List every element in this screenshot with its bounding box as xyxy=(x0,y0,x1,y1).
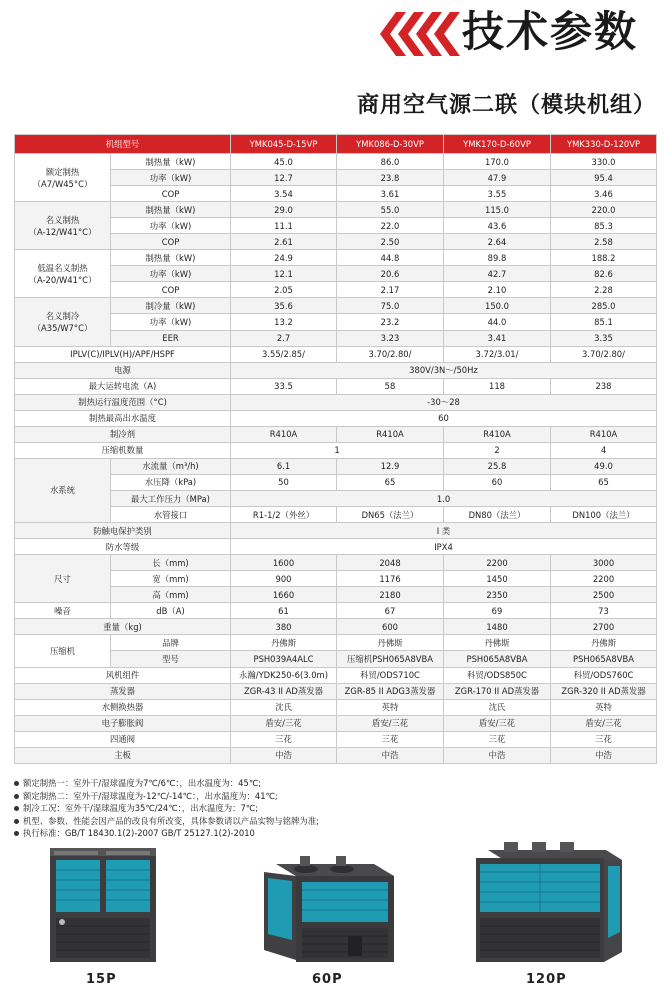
row-label: 主板 xyxy=(15,747,231,763)
table-cell: 67 xyxy=(337,603,444,619)
table-row xyxy=(15,154,657,170)
unit-label: 120P xyxy=(526,972,567,987)
heat-pump-15p-image xyxy=(48,848,158,964)
spec-table xyxy=(14,134,657,764)
table-cell: 33.5 xyxy=(231,378,337,394)
table-row xyxy=(15,587,657,603)
row-label: 蒸发器 xyxy=(15,683,231,699)
table-cell: 丹佛斯 xyxy=(231,635,337,651)
table-cell: 73 xyxy=(551,603,657,619)
table-row xyxy=(15,699,657,715)
table-cell: 三花 xyxy=(444,731,551,747)
table-cell: 65 xyxy=(337,474,444,490)
table-cell: 6.1 xyxy=(231,458,337,474)
row-label: 宽（mm) xyxy=(111,571,231,587)
row-label: 防触电保护类别 xyxy=(15,523,231,539)
table-cell: 89.8 xyxy=(444,250,551,266)
table-cell: 95.4 xyxy=(551,170,657,186)
table-cell: 3.55 xyxy=(444,186,551,202)
table-cell: 2.17 xyxy=(337,282,444,298)
table-cell: 238 xyxy=(551,378,657,394)
row-label: dB（A) xyxy=(111,603,231,619)
table-cell: 85.1 xyxy=(551,314,657,330)
group-label: 名义制冷 （A35/W7°C） xyxy=(15,298,111,346)
row-label: 最大运转电流（A) xyxy=(15,378,231,394)
table-cell: 43.6 xyxy=(444,218,551,234)
table-row xyxy=(15,603,657,619)
unit-label: 15P xyxy=(86,972,117,987)
table-cell: R410A xyxy=(337,426,444,442)
note-item: 执行标准：GB/T 18430.1(2)-2007 GB/T 25127.1(2)-2010 xyxy=(14,827,656,840)
table-row xyxy=(15,330,657,346)
row-label: 电源 xyxy=(15,362,231,378)
row-label: 水侧换热器 xyxy=(15,699,231,715)
table-row xyxy=(15,186,657,202)
table-cell: 82.6 xyxy=(551,266,657,282)
table-cell: 3.70/2.80/ xyxy=(551,346,657,362)
table-row xyxy=(15,651,657,667)
table-row xyxy=(15,170,657,186)
table-cell: 3.61 xyxy=(337,186,444,202)
table-cell: 盾安/三花 xyxy=(231,715,337,731)
row-label: 压缩机数量 xyxy=(15,442,231,458)
row-label: 制冷剂 xyxy=(15,426,231,442)
table-cell: R410A xyxy=(444,426,551,442)
table-cell: 23.8 xyxy=(337,170,444,186)
table-cell: 三花 xyxy=(551,731,657,747)
table-cell: 盾安/三花 xyxy=(337,715,444,731)
table-cell: 中浩 xyxy=(231,747,337,763)
table-cell: 1660 xyxy=(231,587,337,603)
group-label: 水系统 xyxy=(15,458,111,522)
table-cell: 1 xyxy=(231,442,444,458)
table-cell: 科贸/ODS850C xyxy=(444,667,551,683)
row-label: 水流量（m³/h) xyxy=(111,458,231,474)
bullet-icon xyxy=(14,781,19,786)
table-cell: 3.55/2.85/ xyxy=(231,346,337,362)
row-label: 防水等级 xyxy=(15,539,231,555)
table-cell: 85.3 xyxy=(551,218,657,234)
table-cell: 220.0 xyxy=(551,202,657,218)
heat-pump-60p-image xyxy=(262,854,398,966)
table-row xyxy=(15,635,657,651)
note-item: 额定制热一：室外干/湿球温度为7℃/6℃：，出水温度为：45℃; xyxy=(14,777,656,790)
table-cell: 380V/3N～/50Hz xyxy=(231,362,657,378)
table-cell: 3.54 xyxy=(231,186,337,202)
table-row xyxy=(15,458,657,474)
row-label: 功率（kW) xyxy=(111,218,231,234)
bullet-icon xyxy=(14,831,19,836)
table-row xyxy=(15,571,657,587)
table-cell: DN80（法兰） xyxy=(444,507,551,523)
row-label: 电子膨胀阀 xyxy=(15,715,231,731)
table-cell: 永瀚/YDK250-6(3.0m) xyxy=(231,667,337,683)
page-title: 技术参数 xyxy=(462,7,639,56)
table-cell: R410A xyxy=(231,426,337,442)
table-cell: 58 xyxy=(337,378,444,394)
table-cell: 115.0 xyxy=(444,202,551,218)
row-label: 品牌 xyxy=(111,635,231,651)
product-gallery xyxy=(0,840,670,994)
table-cell: 3.35 xyxy=(551,330,657,346)
table-cell: ZGR-320 II AD蒸发器 xyxy=(551,683,657,699)
table-cell: 3.70/2.80/ xyxy=(337,346,444,362)
table-row xyxy=(15,282,657,298)
table-cell: 47.9 xyxy=(444,170,551,186)
table-cell: 55.0 xyxy=(337,202,444,218)
table-cell: 1480 xyxy=(444,619,551,635)
table-row xyxy=(15,490,657,506)
table-cell: 2700 xyxy=(551,619,657,635)
table-cell: 1.0 xyxy=(231,490,657,506)
row-label: 高（mm) xyxy=(111,587,231,603)
table-cell: 3.72/3.01/ xyxy=(444,346,551,362)
row-label: 功率（kW) xyxy=(111,266,231,282)
row-label: 型号 xyxy=(111,651,231,667)
row-label: 四通阀 xyxy=(15,731,231,747)
note-item: 制冷工况：室外干/湿球温度为35℃/24℃：，出水温度为：7℃; xyxy=(14,802,656,815)
row-label: 制热运行温度范围（°C) xyxy=(15,394,231,410)
table-cell: 3000 xyxy=(551,555,657,571)
row-label: COP xyxy=(111,282,231,298)
table-cell: R1-1/2（外丝） xyxy=(231,507,337,523)
table-cell: 3.41 xyxy=(444,330,551,346)
row-label: 风机组件 xyxy=(15,667,231,683)
table-cell: 3.46 xyxy=(551,186,657,202)
table-cell: 2.64 xyxy=(444,234,551,250)
table-cell: 2.10 xyxy=(444,282,551,298)
table-cell: 丹佛斯 xyxy=(551,635,657,651)
table-cell: PSH065A8VBA xyxy=(551,651,657,667)
table-cell: 2 xyxy=(444,442,551,458)
row-label: 制冷量（kW) xyxy=(111,298,231,314)
table-cell: 188.2 xyxy=(551,250,657,266)
row-label: 制热最高出水温度 xyxy=(15,410,231,426)
table-row xyxy=(15,378,657,394)
table-cell: 118 xyxy=(444,378,551,394)
bullet-icon xyxy=(14,806,19,811)
table-row xyxy=(15,442,657,458)
table-cell: 2.58 xyxy=(551,234,657,250)
table-cell: 65 xyxy=(551,474,657,490)
table-row xyxy=(15,314,657,330)
note-item: 额定制热二：室外干/湿球温度为-12℃/-14℃：，出水温度为：41℃; xyxy=(14,790,656,803)
table-cell: 盾安/三花 xyxy=(444,715,551,731)
table-cell: 科贸/ODS760C xyxy=(551,667,657,683)
table-cell: 45.0 xyxy=(231,154,337,170)
row-label: 水压降（kPa) xyxy=(111,474,231,490)
table-cell: 2350 xyxy=(444,587,551,603)
table-cell: 1450 xyxy=(444,571,551,587)
table-cell: I 类 xyxy=(231,523,657,539)
table-row xyxy=(15,394,657,410)
table-cell: 29.0 xyxy=(231,202,337,218)
table-cell: 380 xyxy=(231,619,337,635)
table-row xyxy=(15,667,657,683)
bullet-icon xyxy=(14,794,19,799)
row-label: 噪音 xyxy=(15,603,111,619)
table-cell: 12.7 xyxy=(231,170,337,186)
table-cell: ZGR-85 II ADG3蒸发器 xyxy=(337,683,444,699)
table-row xyxy=(15,218,657,234)
table-cell: 285.0 xyxy=(551,298,657,314)
table-cell: 中浩 xyxy=(551,747,657,763)
table-cell: 49.0 xyxy=(551,458,657,474)
table-cell: 42.7 xyxy=(444,266,551,282)
table-cell: 13.2 xyxy=(231,314,337,330)
table-row xyxy=(15,410,657,426)
table-row xyxy=(15,298,657,314)
column-header: 机组型号 xyxy=(15,135,231,154)
row-label: 水管接口 xyxy=(111,507,231,523)
table-cell: 2.28 xyxy=(551,282,657,298)
table-row xyxy=(15,474,657,490)
column-header: YMK170-D-60VP xyxy=(444,135,551,154)
table-cell: 69 xyxy=(444,603,551,619)
group-label: 名义制热 （A-12/W41°C） xyxy=(15,202,111,250)
row-label: 制热量（kW) xyxy=(111,250,231,266)
group-label: 尺寸 xyxy=(15,555,111,603)
table-cell: 25.8 xyxy=(444,458,551,474)
table-row xyxy=(15,731,657,747)
chevron-logo-icon xyxy=(380,12,460,56)
table-row xyxy=(15,523,657,539)
table-cell: 丹佛斯 xyxy=(444,635,551,651)
notes-list xyxy=(14,777,656,840)
table-cell: 900 xyxy=(231,571,337,587)
table-cell: PSH065A8VBA xyxy=(444,651,551,667)
table-cell: 23.2 xyxy=(337,314,444,330)
table-cell: 50 xyxy=(231,474,337,490)
table-cell: 2.50 xyxy=(337,234,444,250)
table-cell: 86.0 xyxy=(337,154,444,170)
table-cell: 2.7 xyxy=(231,330,337,346)
table-cell: 12.1 xyxy=(231,266,337,282)
table-row xyxy=(15,507,657,523)
table-cell: PSH039A4ALC xyxy=(231,651,337,667)
table-cell: 4 xyxy=(551,442,657,458)
table-cell: 600 xyxy=(337,619,444,635)
table-row xyxy=(15,362,657,378)
column-header: YMK330-D-120VP xyxy=(551,135,657,154)
table-cell: 330.0 xyxy=(551,154,657,170)
table-row xyxy=(15,747,657,763)
table-cell: 1176 xyxy=(337,571,444,587)
table-cell: 压缩机PSH065A8VBA xyxy=(337,651,444,667)
table-cell: 170.0 xyxy=(444,154,551,170)
table-cell: DN65（法兰） xyxy=(337,507,444,523)
group-label: 压缩机 xyxy=(15,635,111,667)
table-row xyxy=(15,715,657,731)
table-cell: 2180 xyxy=(337,587,444,603)
table-cell: 沈氏 xyxy=(444,699,551,715)
table-cell: 沈氏 xyxy=(231,699,337,715)
table-cell: 24.9 xyxy=(231,250,337,266)
table-header-row xyxy=(15,135,657,154)
table-cell: -30～28 xyxy=(231,394,657,410)
unit-label: 60P xyxy=(312,972,343,987)
table-cell: 中浩 xyxy=(337,747,444,763)
row-label: 功率（kW) xyxy=(111,314,231,330)
table-cell: ZGR-43 II AD蒸发器 xyxy=(231,683,337,699)
table-row xyxy=(15,266,657,282)
note-item: 机型、参数、性能会因产品的改良有所改变，具体参数请以产品实物与铭牌为准; xyxy=(14,815,656,828)
group-label: 低温名义制热 （A-20/W41°C） xyxy=(15,250,111,298)
table-cell: 11.1 xyxy=(231,218,337,234)
table-cell: 三花 xyxy=(231,731,337,747)
table-cell: 2.61 xyxy=(231,234,337,250)
table-row xyxy=(15,619,657,635)
row-label: COP xyxy=(111,234,231,250)
table-cell: 盾安/三花 xyxy=(551,715,657,731)
table-cell: 丹佛斯 xyxy=(337,635,444,651)
page-header xyxy=(0,0,670,80)
table-cell: 2200 xyxy=(444,555,551,571)
table-cell: 3.23 xyxy=(337,330,444,346)
table-row xyxy=(15,539,657,555)
table-row xyxy=(15,426,657,442)
row-label: EER xyxy=(111,330,231,346)
table-cell: R410A xyxy=(551,426,657,442)
column-header: YMK086-D-30VP xyxy=(337,135,444,154)
table-cell: 61 xyxy=(231,603,337,619)
row-label: 制热量（kW) xyxy=(111,154,231,170)
table-cell: 75.0 xyxy=(337,298,444,314)
row-label: 长（mm) xyxy=(111,555,231,571)
row-label: IPLV(C)/IPLV(H)/APF/HSPF xyxy=(15,346,231,362)
table-cell: 中浩 xyxy=(444,747,551,763)
table-cell: 22.0 xyxy=(337,218,444,234)
row-label: 最大工作压力（MPa) xyxy=(111,490,231,506)
table-row xyxy=(15,346,657,362)
table-cell: 英特 xyxy=(551,699,657,715)
group-label: 额定制热 （A7/W45°C） xyxy=(15,154,111,202)
table-row xyxy=(15,234,657,250)
table-cell: 150.0 xyxy=(444,298,551,314)
table-cell: DN100（法兰） xyxy=(551,507,657,523)
row-label: 制热量（kW) xyxy=(111,202,231,218)
table-cell: IPX4 xyxy=(231,539,657,555)
bullet-icon xyxy=(14,819,19,824)
table-cell: 60 xyxy=(444,474,551,490)
table-row xyxy=(15,250,657,266)
table-cell: ZGR-170 II AD蒸发器 xyxy=(444,683,551,699)
heat-pump-120p-image xyxy=(474,840,624,966)
page-subtitle: 商用空气源二联（模块机组） xyxy=(356,93,656,118)
table-cell: 1600 xyxy=(231,555,337,571)
table-cell: 20.6 xyxy=(337,266,444,282)
table-cell: 2200 xyxy=(551,571,657,587)
table-cell: 英特 xyxy=(337,699,444,715)
table-cell: 35.6 xyxy=(231,298,337,314)
table-row xyxy=(15,202,657,218)
table-cell: 三花 xyxy=(337,731,444,747)
table-cell: 2.05 xyxy=(231,282,337,298)
table-row xyxy=(15,683,657,699)
table-cell: 44.8 xyxy=(337,250,444,266)
row-label: 重量（kg) xyxy=(15,619,231,635)
column-header: YMK045-D-15VP xyxy=(231,135,337,154)
table-cell: 科贸/ODS710C xyxy=(337,667,444,683)
table-cell: 2500 xyxy=(551,587,657,603)
table-cell: 60 xyxy=(231,410,657,426)
row-label: 功率（kW) xyxy=(111,170,231,186)
table-cell: 44.0 xyxy=(444,314,551,330)
row-label: COP xyxy=(111,186,231,202)
table-cell: 2048 xyxy=(337,555,444,571)
table-row xyxy=(15,555,657,571)
table-cell: 12.9 xyxy=(337,458,444,474)
